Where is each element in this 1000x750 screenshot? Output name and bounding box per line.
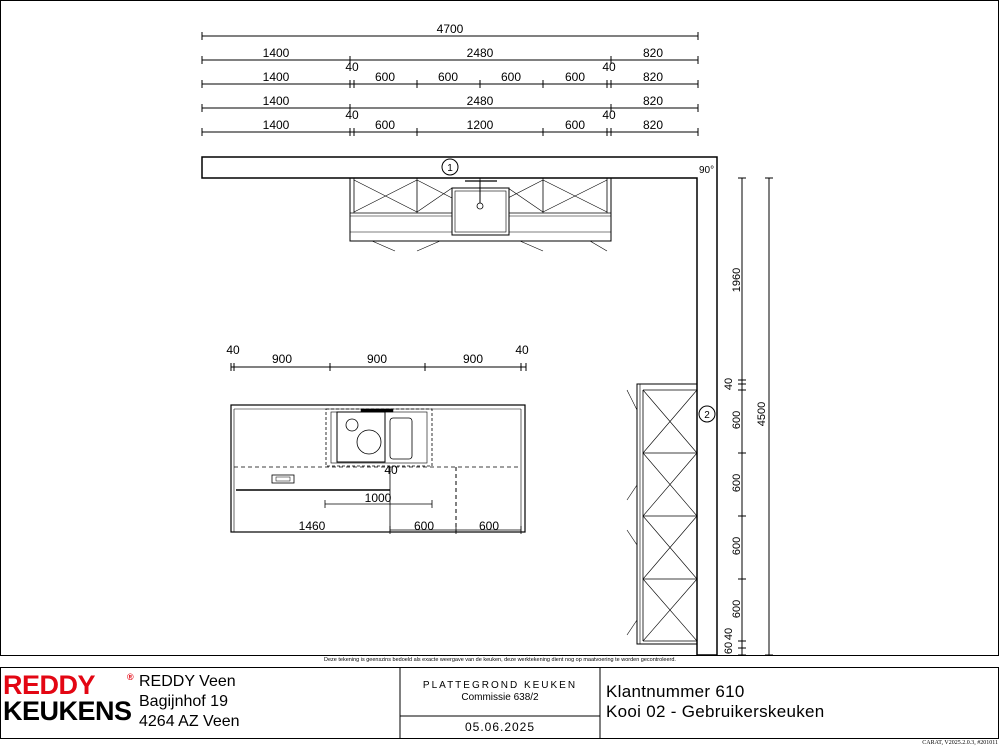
dim-r3-e: 600 xyxy=(500,70,522,84)
dim-r5-a: 1400 xyxy=(262,118,290,132)
island-unit xyxy=(231,405,525,534)
sink-basin xyxy=(452,181,509,235)
dim-island-600-b: 600 xyxy=(478,519,500,533)
dim-r4-b: 2480 xyxy=(466,94,494,108)
dim-island-900-2: 900 xyxy=(366,352,388,366)
company-street: Bagijnhof 19 xyxy=(139,693,228,710)
project-name: Kooi 02 - Gebruikerskeuken xyxy=(606,702,825,721)
disclaimer-text: Deze tekening is geenszins bedoeld als exacte weergave van de keuken, deze werktekening dient nog op maatvoering te worden gecontroleerd. xyxy=(324,657,676,663)
dim-right-600-2: 600 xyxy=(731,473,743,493)
drawing-frame xyxy=(1,1,999,656)
dim-island-40-right: 40 xyxy=(515,343,529,357)
right-dimension-labels xyxy=(723,268,768,654)
dim-island-1000: 1000 xyxy=(364,491,392,505)
wall-marker-2 xyxy=(699,406,715,422)
dim-r3-c: 600 xyxy=(374,70,396,84)
dim-right-600-4: 600 xyxy=(731,599,743,619)
top-dimension-labels xyxy=(263,22,664,132)
reddy-keukens-logo xyxy=(3,672,133,728)
wall-marker-1 xyxy=(442,159,458,175)
dim-r5-f: 40 xyxy=(602,108,616,122)
dim-r4-a: 1400 xyxy=(262,94,290,108)
dim-r5-e: 600 xyxy=(564,118,586,132)
island-dimension-labels xyxy=(226,343,529,366)
dim-right-600-3: 600 xyxy=(731,536,743,556)
company-address xyxy=(139,672,240,732)
dim-right-1960: 1960 xyxy=(731,267,743,293)
dim-total-4700: 4700 xyxy=(436,22,464,36)
dim-r3-d: 600 xyxy=(437,70,459,84)
corner-angle-label: 90° xyxy=(699,165,715,176)
svg-text:1: 1 xyxy=(447,163,453,174)
dim-r4-c: 820 xyxy=(642,94,664,108)
dim-r3-b: 40 xyxy=(345,60,359,74)
dim-r2-b: 2480 xyxy=(466,46,494,60)
dim-r3-f: 600 xyxy=(564,70,586,84)
dim-r2-c: 820 xyxy=(642,46,664,60)
dim-r5-c: 600 xyxy=(374,118,396,132)
software-version: CARAT, V2025.2.0.3, #201011 xyxy=(922,740,998,746)
dim-r5-g: 820 xyxy=(642,118,664,132)
dim-r3-h: 820 xyxy=(642,70,664,84)
customer-info xyxy=(606,682,825,722)
dim-r5-b: 40 xyxy=(345,108,359,122)
logo-line-keukens: KEUKENS xyxy=(3,696,132,726)
svg-text:2: 2 xyxy=(704,410,710,421)
plan-date: 05.06.2025 xyxy=(464,720,536,734)
company-name: REDDY Veen xyxy=(139,673,236,690)
dim-island-900-3: 900 xyxy=(462,352,484,366)
dim-island-40-inner: 40 xyxy=(384,463,398,477)
dim-r5-d: 1200 xyxy=(466,118,494,132)
dim-island-900-1: 900 xyxy=(271,352,293,366)
logo-line-reddy: REDDY xyxy=(3,670,96,700)
dim-right-60: 60 xyxy=(723,641,735,655)
dim-island-1460: 1460 xyxy=(298,519,326,533)
commission-number: Commissie 638/2 xyxy=(461,692,539,703)
company-city: 4264 AZ Veen xyxy=(139,713,240,730)
dim-r3-a: 1400 xyxy=(262,70,290,84)
island-inner-labels xyxy=(299,463,500,533)
dim-r3-g: 40 xyxy=(602,60,616,74)
dim-right-600-1: 600 xyxy=(731,410,743,430)
right-cabinet-run xyxy=(627,384,697,644)
customer-number: Klantnummer 610 xyxy=(606,682,745,701)
dim-island-40-left: 40 xyxy=(226,343,240,357)
dim-r2-a: 1400 xyxy=(262,46,290,60)
dim-right-40b: 40 xyxy=(723,627,735,641)
registered-mark: ® xyxy=(127,672,134,682)
dim-right-4500: 4500 xyxy=(756,401,768,427)
dim-island-600-a: 600 xyxy=(413,519,435,533)
plan-title: PLATTEGROND KEUKEN xyxy=(422,680,578,691)
dim-right-40: 40 xyxy=(723,377,735,391)
plan-title-block xyxy=(400,671,600,716)
